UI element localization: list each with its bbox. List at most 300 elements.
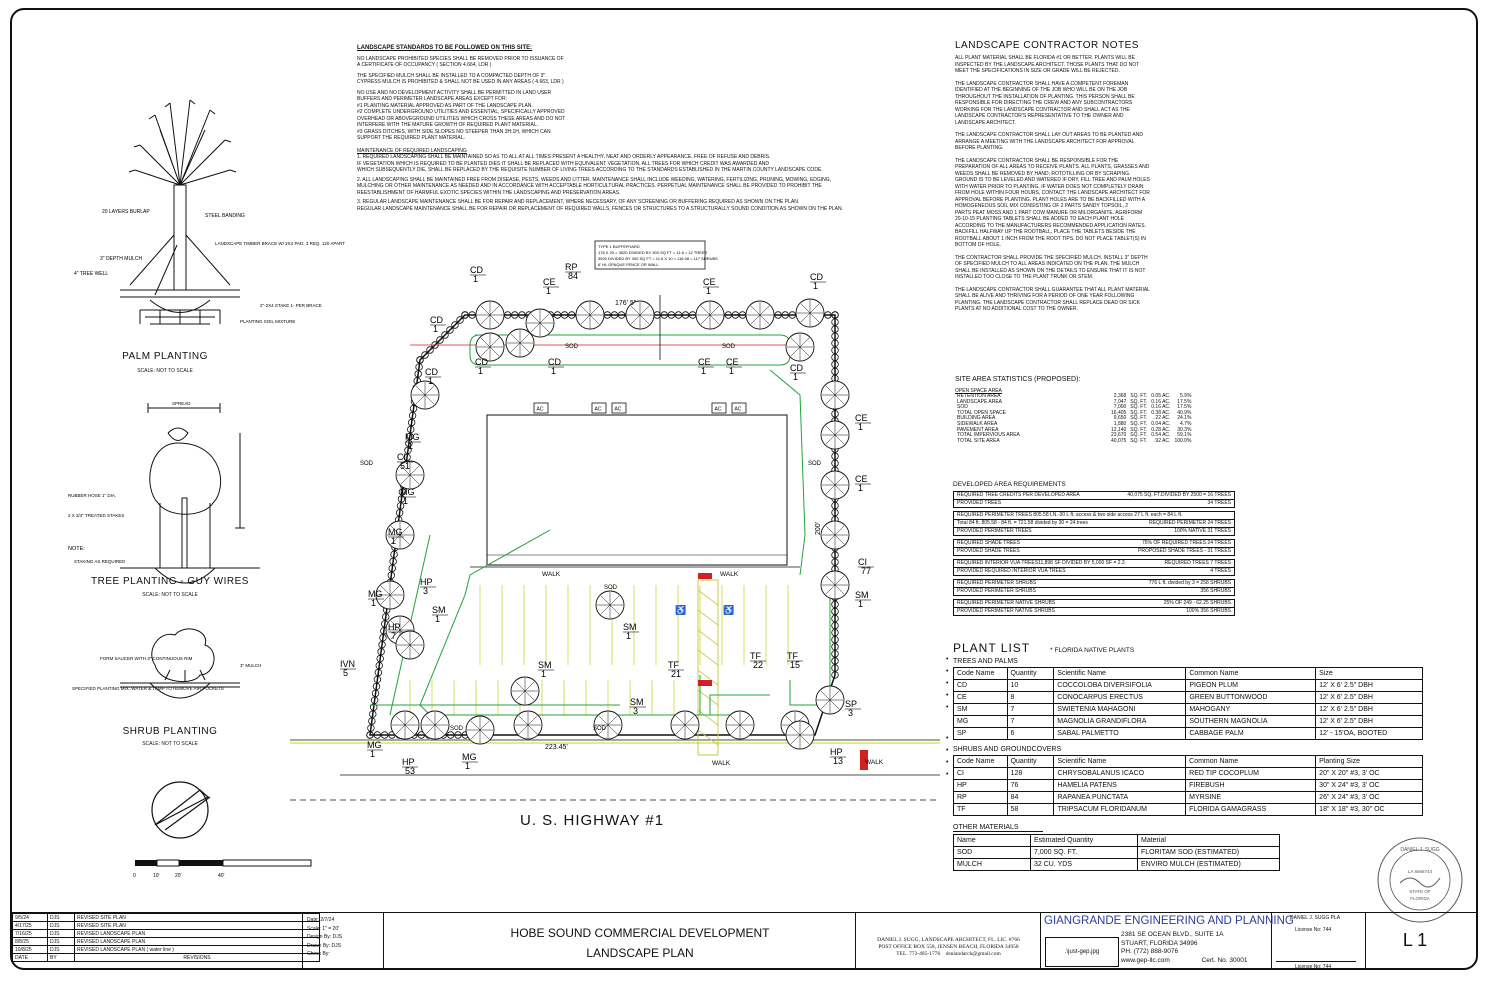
table-cell: CONOCARPUS ERECTUS: [1054, 692, 1186, 704]
requirement-row: [954, 528, 1234, 535]
table-cell: COCCOLOBA DIVERSIFOLIA: [1054, 680, 1186, 692]
note-paragraph: [955, 158, 1185, 249]
project-info-box: Date: 2/7/24 Scale: 1" = 20' Design By: DJS Drawn By: DJS Check By:: [302, 913, 384, 970]
tree-planting-detail: [120, 403, 260, 583]
stat-cell: 40,075: [1111, 437, 1127, 444]
revision-row: [13, 930, 320, 938]
table-row: [954, 704, 1423, 716]
table-cell: PIGEON PLUM: [1186, 680, 1316, 692]
stat-cell: 2,368: [1113, 393, 1127, 399]
header-cell: Common Name: [1186, 756, 1316, 768]
note-line: THE LANDSCAPE CONTRACTOR SHALL LAY OUT AREAS TO BE PLANTED AND: [955, 132, 1143, 138]
callout-qty: 1: [626, 631, 632, 641]
callout-code: HP: [830, 747, 843, 757]
callout-qty: 15: [790, 660, 801, 670]
shrubs-title: SHRUBS AND GROUNDCOVERS: [953, 746, 1062, 753]
requirement-row: [954, 520, 1234, 528]
table-row: [954, 847, 1280, 859]
architect-box: [855, 913, 1041, 970]
callout-qty: 51: [400, 461, 411, 471]
scale-10: 10': [153, 873, 160, 879]
requirement-value: 100% NATIVE 31 TREES: [1174, 528, 1231, 534]
seal-state: STATE OF: [1409, 889, 1431, 894]
palm-note-stake: 2"-2X4 STAKE 1- PER BRACE: [260, 303, 322, 308]
callout-qty: 1: [408, 441, 414, 451]
requirement-value: PROPOSED SHADE TREES - 31 TREES: [1138, 548, 1231, 554]
stat-cell: SQ. FT.: [1130, 404, 1148, 411]
developed-area-requirements: [953, 481, 1235, 616]
project-title: HOBE SOUND COMMERCIAL DEVELOPMENT: [510, 926, 770, 940]
revision-header-cell: REVISIONS: [75, 954, 320, 962]
revision-cell: 4/17/25: [13, 922, 48, 930]
table-row: [954, 716, 1423, 728]
contractor-notes-title: LANDSCAPE CONTRACTOR NOTES: [955, 40, 1139, 51]
stat-cell: PAVEMENT AREA: [957, 426, 999, 433]
requirement-label: PROVIDED REQUIRED INTERIOR VUA TREES: [957, 568, 1066, 574]
note-line: 20-10-15 PLANTING TABLETS SHALL BE ADDED TO EACH PLANT HOLE: [955, 216, 1125, 222]
revision-cell: DJS: [48, 922, 75, 930]
stat-cell: SQ. FT.: [1130, 415, 1148, 422]
table-cell: MULCH: [954, 859, 1031, 871]
stat-cell: 0.16 AC.: [1151, 404, 1171, 411]
tree-note-staking: STAKING AS REQUIRED: [74, 559, 126, 564]
table-cell: 7: [1007, 704, 1054, 716]
soil-hatch: [140, 310, 220, 324]
table-cell: CABBAGE PALM: [1186, 728, 1316, 740]
plant-list-title: PLANT LIST: [953, 641, 1031, 655]
table-cell: MAHOGANY: [1186, 704, 1316, 716]
table-cell: SWIETENIA MAHAGONI: [1054, 704, 1186, 716]
note-line: THE LANDSCAPE CONTRACTOR SHALL BE RESPONSIBLE FOR THE: [955, 157, 1119, 164]
callout-qty: 1: [706, 286, 712, 296]
ac-label: AC: [536, 406, 544, 413]
note-line: THROUGHOUT THE INSTALLATION OF PLANTING. THIS PERSON SHALL BE: [955, 93, 1135, 100]
stat-cell: 59.1%: [1177, 432, 1192, 439]
callout-code: MG: [368, 589, 383, 599]
callout-qty: 1: [551, 366, 557, 376]
requirement-box: [953, 491, 1235, 508]
table-cell: 12' X 6' 2.5" DBH: [1316, 716, 1423, 728]
table-cell: 20" X 20" #3, 3' OC: [1316, 768, 1423, 780]
stat-cell: 17.5%: [1177, 398, 1192, 405]
callout-code: TF: [787, 651, 798, 661]
requirement-row: [954, 512, 1234, 520]
standards-line: NO USE AND NO DEVELOPMENT ACTIVITY SHALL BE PERMITTED IN LAND USER: [357, 89, 552, 96]
sheet-number: L 1: [1402, 930, 1428, 950]
header-cell: Common Name: [1186, 668, 1316, 680]
standards-line: OVERHEAD OR ABOVEGROUND UTILITIES WHICH CROSS THESE AREAS AND DO NOT: [357, 115, 566, 122]
callout-qty: 1: [793, 372, 799, 382]
table-header: [954, 835, 1280, 847]
note-line: GROUND IS TO BE LEVELED AND WATERED IF DRY. FILL TREE AND PALM HOLES: [955, 177, 1150, 183]
header-cell: Scientific Name: [1054, 668, 1186, 680]
sod-label: SOD: [604, 585, 618, 591]
revision-row: [13, 914, 320, 922]
stat-cell: 0.54 AC.: [1151, 432, 1171, 439]
standards-line: INTERFERE WITH THE MATURE GROWTH OF REQUIRED PLANT MATERIAL.: [357, 122, 539, 128]
callout-code: CE: [543, 277, 556, 287]
table-cell: 12' - 15'OA, BOOTED: [1316, 728, 1423, 740]
callout-code: SM: [855, 590, 869, 600]
planting-details: [60, 85, 345, 915]
sod-label: SOD: [360, 461, 374, 467]
table-header: [954, 756, 1423, 768]
table-row: [954, 768, 1423, 780]
maintenance-line: 3. REGULAR LANDSCAPE MAINTENANCE SHALL BE FOR REPAIR AND REPLACEMENT, WHERE NECESSARY, OF ANY SCREENING OR BUFFERING REQUIRED AS SHOWN ON THE PLAN.: [357, 199, 800, 205]
requirement-label: REQUIRED TREE CREDITS PER DEVELOPED AREA: [957, 492, 1080, 498]
table-cell: SP: [954, 728, 1008, 740]
table-cell: 7: [1007, 716, 1054, 728]
revision-cell: REVISED LANDSCAPE PLAN: [75, 930, 320, 938]
stat-cell: BUILDING AREA: [957, 415, 996, 422]
standards-line: SUPPORT THE REQUIRED PLANT MATERIAL.: [357, 135, 465, 141]
requirement-value: 40,075 SQ. FT.DIVIDED BY 2500 = 16 TREES: [1127, 492, 1231, 498]
callout-code: HP: [420, 577, 433, 587]
palm-note-mulch: 3" DEPTH MULCH: [100, 256, 143, 262]
table-cell: CHRYSOBALANUS ICACO: [1054, 768, 1186, 780]
firm-box: [1040, 913, 1294, 970]
scale-value: 1" = 20': [322, 925, 340, 932]
stat-cell: 0.38 AC.: [1151, 409, 1171, 416]
requirement-value: 34 TREES: [1207, 500, 1231, 506]
standards-line: BUFFERS AND PERIMETER LANDSCAPE AREAS EXCEPT FOR:: [357, 96, 507, 102]
table-cell: TRIPSACUM FLORIDANUM: [1054, 804, 1186, 816]
note-line: SHALL BE ALIVE AND THRIVING FOR A PERIOD OF ONE YEAR FOLLOWING: [955, 293, 1135, 299]
note-line: BOTTOM OF HOLE.: [955, 242, 1002, 248]
trees-table: [953, 667, 1423, 740]
stat-cell: 12,140: [1111, 426, 1127, 433]
callout-code: CE: [855, 413, 868, 423]
note-line: PLANTING. THE LANDSCAPE CONTRACTOR SHALL REPLACE DEAD OR SICK: [955, 299, 1140, 306]
stat-cell: TOTAL OPEN SPACE: [957, 409, 1006, 416]
callout-code: SM: [432, 605, 446, 615]
callout-qty: 1: [403, 496, 409, 506]
requirement-label: REQUIRED PERIMETER SHRUBS: [957, 580, 1037, 586]
callout-qty: 53: [405, 766, 416, 776]
requirement-box: [953, 539, 1235, 556]
note-line: IDENTIFIED AT THE BEGINNING OF THE JOB WHO WILL BE ON THE JOB: [955, 87, 1128, 93]
revision-cell: 8/8/25: [13, 938, 48, 946]
bufferyard-note-box: [595, 241, 718, 269]
callout-code: HP: [402, 757, 415, 767]
stat-cell: 100.0%: [1174, 437, 1192, 444]
highway-label: U. S. HIGHWAY #1: [520, 812, 665, 829]
building-footprint: [487, 415, 787, 565]
stat-cell: SQ. FT.: [1130, 437, 1148, 444]
svg-text:6' HL OPAQUE FENCE OR WALL: 6' HL OPAQUE FENCE OR WALL: [598, 262, 659, 267]
sod-label: SOD: [593, 726, 607, 732]
native-bullet-icon: •: [946, 735, 949, 742]
standards-line: NO LANDSCAPE PROHIBITED SPECIES SHALL BE REMOVED PRIOR TO ISSUANCE OF: [357, 55, 564, 62]
palm-scale: SCALE: NOT TO SCALE: [137, 368, 193, 374]
date-value: 2/7/24: [320, 917, 335, 923]
requirement-value: 100% 356 SHRUBS: [1186, 608, 1231, 614]
callout-code: CE: [698, 357, 711, 367]
architect-tel: TEL. 772-485-1776: [896, 951, 941, 957]
callout-code: MG: [367, 740, 382, 750]
revision-header: [13, 954, 320, 962]
requirement-row: [954, 608, 1234, 615]
callout-code: CD: [810, 272, 823, 282]
stat-cell: SQ. FT.: [1130, 420, 1148, 427]
requirement-value: REQUIRED PERIMETER 24 TREES: [1149, 520, 1231, 526]
other-title: OTHER MATERIALS: [953, 824, 1043, 832]
seal-license: LA 6666744: [1407, 869, 1433, 874]
palm-note-brace: LANDSCAPE TIMBER BRACE W/ 2X4 PAD, 3 REQ. 120 APART: [215, 241, 345, 246]
walk-label: WALK: [720, 571, 739, 578]
requirement-row: [954, 588, 1234, 595]
revision-cell: 9/5/24: [13, 914, 48, 922]
plant-list: [946, 641, 1423, 871]
red-marker: [698, 573, 712, 579]
shrub-scale: SCALE: NOT TO SCALE: [142, 741, 198, 747]
revision-cell: DJS: [48, 930, 75, 938]
palm-planting-caption: PALM PLANTING: [122, 351, 208, 362]
table-row: [954, 728, 1423, 740]
stat-cell: TOTAL IMPERVIOUS AREA: [957, 432, 1020, 439]
revision-header-cell: DATE: [13, 954, 48, 962]
callout-qty: 22: [753, 660, 764, 670]
callout-qty: 7: [391, 631, 397, 641]
table-cell: 58: [1007, 804, 1054, 816]
header-cell: Code Name: [954, 756, 1008, 768]
native-bullet-icon: •: [946, 680, 949, 687]
callout-qty: 1: [813, 281, 819, 291]
note-line: INSPECTED BY THE LANDSCAPE ARCHITECT. THOSE PLANTS THAT DO NOT: [955, 61, 1140, 68]
standards-line: #3 GRASS DITCHES, WITH SIDE SLOPES NO STEEPER THAN 3H:1H, WHICH CAN: [357, 128, 551, 135]
callout-code: CE: [855, 474, 868, 484]
note-line: PARTS PEAT MOSS AND 1 PART COW MANURE OR MILORGANITE. AGRIFORM: [955, 209, 1143, 216]
maintenance-line: 2. ALL LANDSCAPING SHALL BE MAINTAINED FREE FROM DISEASE, PESTS, WEEDS AND LITTER. MAINTENANCE SHALL INCLUDE WEEDING, WATERING, FERTILIZING, PRUNING, MOWING, EDGING,: [357, 176, 832, 183]
dim-top: 176' 5": [615, 300, 637, 307]
callout-qty: 3: [848, 708, 854, 718]
note-line: MEET THE SPECIFICATIONS IN SIZE OR GRADE WILL BE REJECTED.: [955, 68, 1120, 74]
requirement-label: REQUIRED PERIMETER TREES 805.58 LN.-30 L ft. access & two side access 27 L ft. each = 84 L ft.: [957, 512, 1183, 518]
callout-qty: 1: [371, 598, 377, 608]
stat-cell: TOTAL SITE AREA: [957, 437, 1000, 444]
note-line: BEFORE PLANTING.: [955, 145, 1004, 151]
note-line: HOMOGENEOUS SOIL MIX CONSISTING OF 2 PARTS SANDY TOPSOIL, 2: [955, 203, 1129, 209]
table-cell: MG: [954, 716, 1008, 728]
header-cell: Material: [1138, 835, 1280, 847]
scale-bar-icon: [135, 860, 311, 866]
table-cell: MYRSINE: [1186, 792, 1316, 804]
native-note: * FLORIDA NATIVE PLANTS: [1050, 647, 1135, 654]
shrub-planting-caption: SHRUB PLANTING: [122, 726, 218, 737]
seal-top: DANIEL J. SUGG: [1400, 847, 1440, 853]
architect-email: dsnlandarch@gmail.com: [945, 951, 1001, 957]
header-cell: Scientific Name: [1054, 756, 1186, 768]
table-cell: FIREBUSH: [1186, 780, 1316, 792]
requirement-label: PROVIDED SHADE TREES: [957, 548, 1020, 554]
callout-code: HP: [388, 622, 401, 632]
requirement-value: 356 SHRUBS: [1200, 588, 1231, 594]
callout-qty: 1: [435, 614, 441, 624]
tree-note-label: NOTE:: [68, 546, 85, 552]
callout-qty: 84: [568, 271, 579, 281]
palm-note-burlap: 20 LAYERS BURLAP: [102, 209, 150, 215]
requirement-label: REQUIRED SHADE TREES: [957, 540, 1020, 546]
callout-qty: 1: [858, 599, 864, 609]
note-paragraph: [955, 287, 1185, 313]
other-materials-table: [953, 834, 1280, 871]
note-line: OF SPECIFIED MULCH TO ALL AREAS INDICATED ON THE PLAN. THE MULCH: [955, 261, 1140, 267]
standards-title: LANDSCAPE STANDARDS TO BE FOLLOWED ON THIS SITE:: [357, 45, 533, 51]
standards-line: #1 PLANTING MATERIAL APPROVED AS PART OF THE LANDSCAPE PLAN.: [357, 102, 533, 109]
stat-cell: RETENTION AREA: [957, 393, 1001, 399]
ac-label: AC: [614, 406, 622, 413]
callout-code: IVN: [340, 659, 356, 669]
stat-cell: 9,650: [1113, 415, 1127, 422]
note-line: ROOTBALL ABOUT 1 INCH FROM THE ROOT TIPS. DO NOT PLACE TABLET(S) IN: [955, 235, 1146, 242]
table-cell: FLORIDA GAMAGRASS: [1186, 804, 1316, 816]
requirements-title: DEVELOPED AREA REQUIREMENTS: [953, 481, 1066, 488]
callout-qty: 1: [858, 422, 864, 432]
table-cell: 12' X 6' 2.5" DBH: [1316, 692, 1423, 704]
table-row: [954, 780, 1423, 792]
standards-line: A CERTIFICATE OF OCCUPANCY ( SECTION 4.664, LDR ): [357, 62, 492, 68]
tree-scale: SCALE: NOT TO SCALE: [142, 592, 198, 598]
note-line: ACCORDING TO THE MANUFACTURERS RECOMMENDED APPLICATION RATES.: [955, 222, 1146, 229]
revision-cell: REVISED LANDSCAPE PLAN ( water line ): [75, 946, 320, 954]
site-area-statistics: [955, 376, 1235, 444]
stat-row: [955, 439, 1193, 445]
note-line: ARRANGE A MEETING WITH THE LANDSCAPE ARCHITECT FOR APPROVAL: [955, 138, 1135, 145]
requirement-label: PROVIDED PERIMETER TREES: [957, 528, 1032, 534]
table-cell: SOD: [954, 847, 1031, 859]
trees-title: TREES AND PALMS: [953, 658, 1018, 665]
table-cell: 30" X 24" #3, 3' OC: [1316, 780, 1423, 792]
table-cell: RP: [954, 792, 1008, 804]
table-cell: 10: [1007, 680, 1054, 692]
requirement-value: 25% OF 249 - 62.25 SHRUBS: [1163, 600, 1231, 606]
note-line: WEEDS SHALL BE REMOVED BY HAND, ROTOTILLING OR BY SCRAPING.: [955, 170, 1131, 177]
palm-fronds-icon: [129, 100, 236, 185]
native-bullet-icon: •: [946, 692, 949, 699]
stat-cell: SIDEWALK AREA: [957, 420, 998, 427]
stat-cell: 30.3%: [1177, 426, 1192, 433]
stat-cell: 5.9%: [1180, 393, 1192, 399]
ac-label: AC: [734, 406, 742, 413]
requirement-row: [954, 500, 1234, 507]
maintenance-line: IF VEGETATION WHICH IS REQUIRED TO BE PLANTED DIES IT SHALL BE REPLACED WITH EQUIVALENT VEGETATION. ALL TREES FOR WHICH CREDIT WAS AWARDED AND: [357, 160, 770, 167]
note-line: INSTALLED TOO CLOSE TO THE PLANT TRUNK OR STEM.: [955, 274, 1094, 280]
firm-address: 2381 SE OCEAN BLVD., SUITE 1A STUART, FLORIDA 34996 PH. (772) 888-9076 www.gep-llc.com Cert. No. 30001: [1121, 931, 1248, 964]
stat-cell: 7,047: [1113, 398, 1127, 405]
revisions-table: [12, 913, 320, 962]
landscape-standards: [357, 45, 917, 212]
note-line: ALL PLANT MATERIAL SHALL BE FLORIDA #1 OR BETTER. PLANTS WILL BE: [955, 55, 1135, 61]
ac-label: AC: [594, 406, 602, 413]
callout-code: CD: [475, 357, 488, 367]
stat-cell: SQ. FT.: [1130, 409, 1148, 416]
revision-header-cell: BY: [48, 954, 75, 962]
table-row: [954, 680, 1423, 692]
stat-cell: SOD: [957, 404, 968, 411]
callout-qty: 1: [729, 366, 735, 376]
contractor-notes: [955, 40, 1185, 319]
note-line: SHALL BE INSTALLED AS SHOWN ON THE DETAILS TO ENSURE THAT IT IS NOT: [955, 267, 1146, 274]
table-row: [954, 804, 1423, 816]
header-cell: Size: [1316, 668, 1423, 680]
maintenance-line: 1. REQUIRED LANDSCAPING SHALL BE MAINTAINED SO AS TO ALL AT ALL TIMES PRESENT A HEALTHY, NEAT AND ORDERLY APPEARANCE, FREE OF REFUSE AND DEBRIS.: [357, 154, 771, 160]
requirement-box: [953, 579, 1235, 596]
requirement-row: [954, 560, 1234, 568]
note-line: PREPARATION OF ALL AREAS TO RECEIVE PLANTS. ALL PLANTS, GRASSES AND: [955, 164, 1150, 170]
open-space-header: OPEN SPACE AREA: [955, 388, 1002, 394]
requirement-value: 776 L ft. divided by 3 = 258 SHRUBS: [1148, 580, 1231, 586]
callout-code: MG: [462, 752, 477, 762]
callout-qty: 1: [541, 669, 547, 679]
table-row: [954, 792, 1423, 804]
tree-note-spread: SPREAD: [172, 401, 191, 406]
ac-units: [534, 403, 746, 413]
walk-label: WALK: [865, 759, 884, 766]
contractor-notes-body: [955, 55, 1185, 313]
callout-code: TF: [750, 651, 761, 661]
site-plan: [290, 235, 940, 830]
table-cell: SOUTHERN MAGNOLIA: [1186, 716, 1316, 728]
palm-note-soil: PLANTING SOIL MIXTURE: [240, 319, 296, 324]
maintenance-title: MAINTENANCE OF REQUIRED LANDSCAPING: [357, 147, 467, 154]
callout-qty: 1: [370, 749, 376, 759]
stat-cell: LANDSCAPE AREA: [957, 398, 1003, 405]
note-line: RESPONSIBLE FOR DIRECTING THE CREW AND ANY SUBCONTRACTORS: [955, 100, 1133, 106]
revision-cell: 10/8/25: [13, 946, 48, 954]
callout-qty: 1: [473, 274, 479, 284]
callout-code: TF: [668, 660, 679, 670]
stat-cell: .22 AC.: [1154, 415, 1171, 422]
stat-cell: 4.7%: [1180, 420, 1192, 427]
shrub-note-mulch: 3" MULCH: [240, 663, 262, 668]
revision-cell: DJS: [48, 938, 75, 946]
shrubs-table: [953, 755, 1423, 816]
maintenance-line: MULCHING OR OTHER MAINTENANCE AS NEEDED AND IN ACCORDANCE WITH ACCEPTABLE HORTICULTURAL PRACTICES. PERPETUAL MAINTENANCE SHALL BE PROVIDED TO PROHIBIT THE: [357, 183, 822, 189]
table-header: [954, 668, 1423, 680]
table-cell: TF: [954, 804, 1008, 816]
standards-line: CYPRESS MULCH IS PROHIBITED & SHALL NOT BE USED IN ANY AREAS ( 4.663, LDR ): [357, 79, 564, 85]
walk-label: WALK: [542, 571, 561, 578]
native-bullet-icon: •: [946, 704, 949, 711]
logo-placeholder: .\just-gep.jpg: [1045, 937, 1119, 967]
table-cell: GREEN BUTTONWOOD: [1186, 692, 1316, 704]
table-cell: SM: [954, 704, 1008, 716]
site-stats-table: [955, 394, 1193, 444]
palm-trunk: [174, 185, 186, 290]
scale-40: 40': [218, 873, 225, 879]
native-bullet-icon: •: [946, 771, 949, 778]
standards-line: #2 COMPLETE UNDERGROUND UTILITIES AND ESSENTIAL, SPECIFICALLY APPROVED: [357, 109, 565, 115]
callout-code: CD: [425, 367, 438, 377]
signature-box: DANIEL J. SUGG PLA License No: 744 License No: 744: [1270, 913, 1366, 970]
note-line: APPROVAL BEFORE PLANTING. PLANT HOLES ARE TO BE BACKFILLED WITH A: [955, 196, 1146, 203]
requirement-value: 4 TREES: [1210, 568, 1231, 574]
scale-20: 20': [175, 873, 182, 879]
sod-label: SOD: [722, 344, 736, 350]
requirement-label: PROVIDED PERIMETER SHRUBS: [957, 588, 1036, 594]
table-cell: RED TIP COCOPLUM: [1186, 768, 1316, 780]
table-cell: ENVIRO MULCH (ESTIMATED): [1138, 859, 1280, 871]
header-cell: Planting Size: [1316, 756, 1423, 768]
requirement-row: [954, 580, 1234, 588]
standards-lines: [357, 56, 917, 142]
architect-name: DANIEL J. SUGG, LANDSCAPE ARCHITECT, FL. LIC. #766: [877, 937, 1020, 943]
revision-cell: REVISED SITE PLAN: [75, 922, 320, 930]
sod-label: SOD: [450, 726, 464, 732]
requirement-value: REQUIRED TREES 7 TREES: [1164, 560, 1231, 566]
drawn-value: DJS: [331, 942, 341, 949]
callout-qty: 13: [833, 756, 844, 766]
